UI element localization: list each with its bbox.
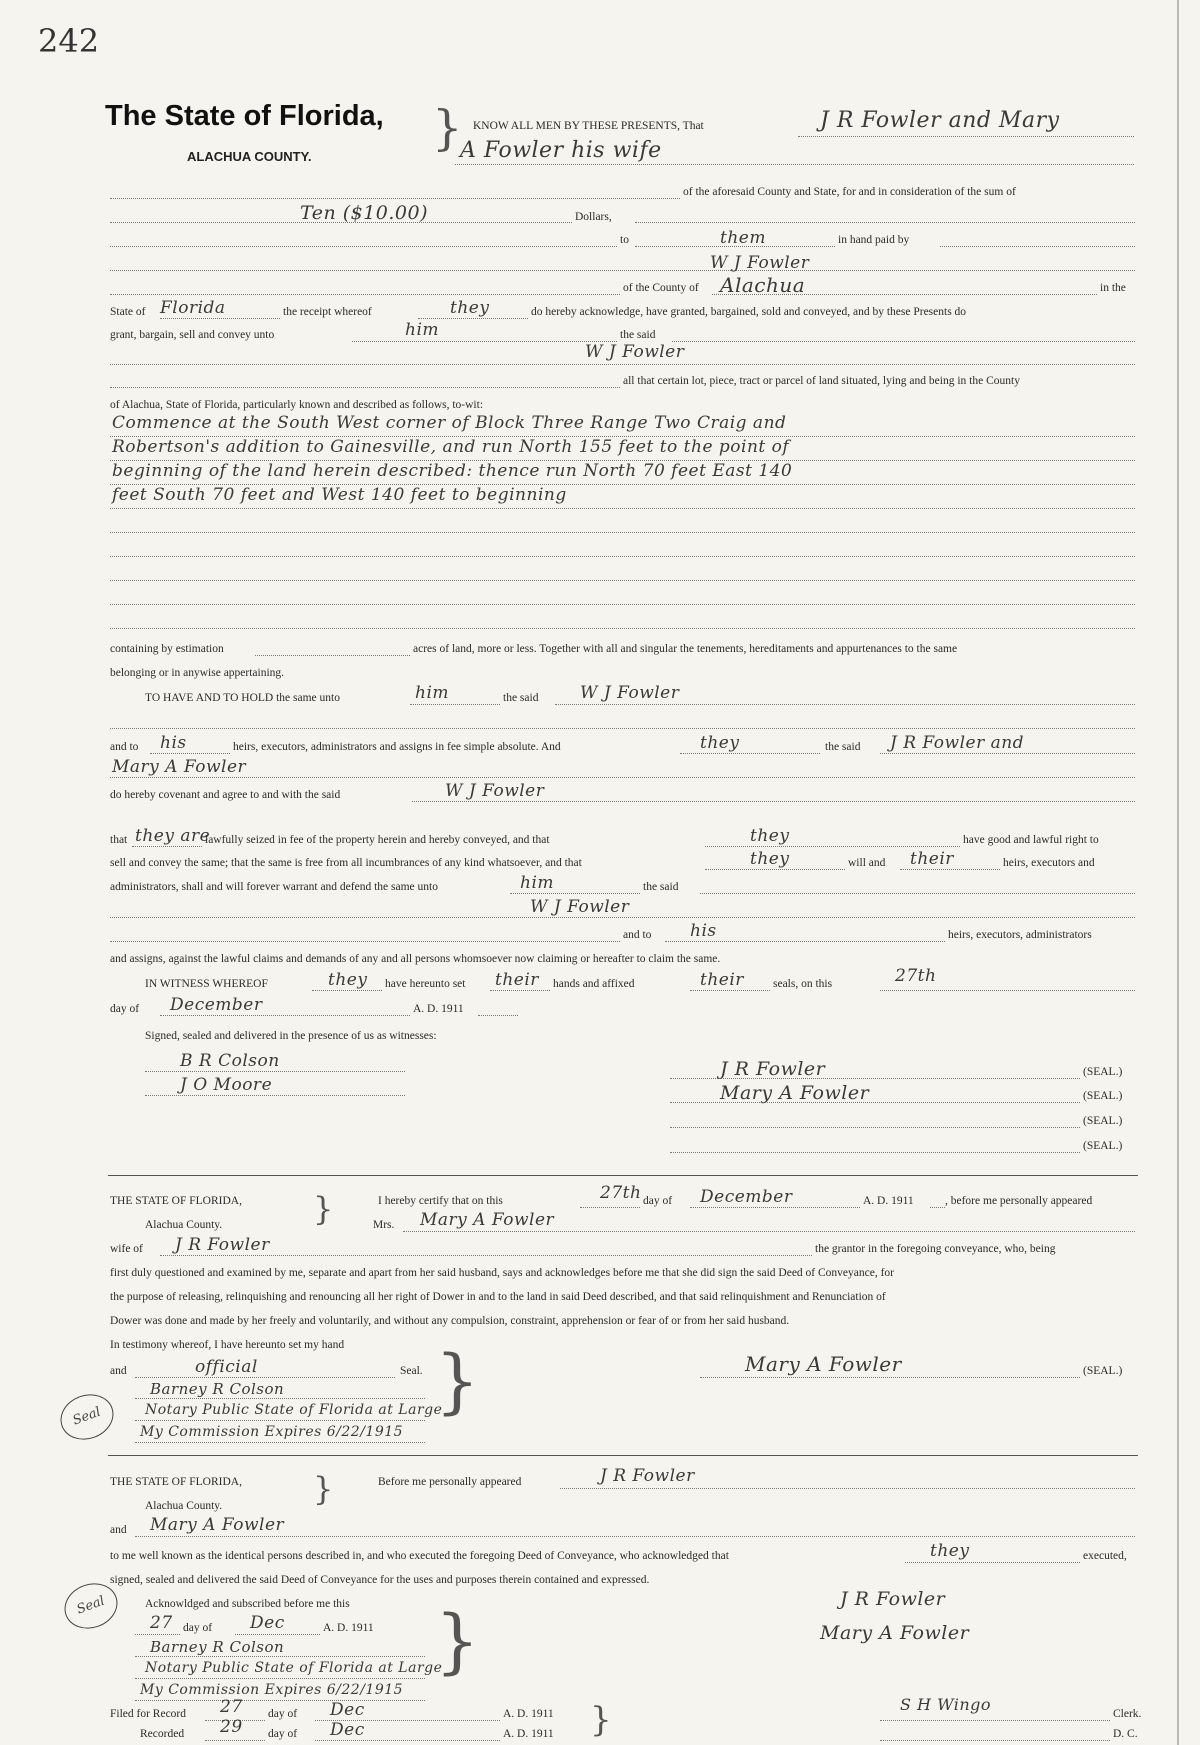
description-line-1: Commence at the South West corner of Block Three Range Two Craig and	[112, 413, 787, 433]
description-line-3: beginning of the land herein described: thence run North 70 feet East 140	[112, 461, 793, 481]
grantors-hw: J R Fowler and Mary	[820, 108, 1060, 133]
witness-1: B R Colson	[180, 1051, 280, 1071]
cert2-signer-2: Mary A Fowler	[820, 1622, 970, 1644]
amount-hw: Ten ($10.00)	[300, 202, 429, 224]
page-edge	[1177, 0, 1179, 1745]
intro-text: KNOW ALL MEN BY THESE PRESENTS, That	[473, 120, 704, 132]
grantee-hw: W J Fowler	[585, 342, 685, 362]
section-divider-2	[108, 1455, 1138, 1456]
signer-2: Mary A Fowler	[720, 1082, 870, 1104]
section-divider	[108, 1175, 1138, 1176]
header-bracket: }	[432, 100, 463, 156]
seal-stamp-2: Seal	[58, 1576, 124, 1636]
cert2-signer-1: J R Fowler	[840, 1588, 946, 1610]
county-title: ALACHUA COUNTY.	[187, 149, 312, 164]
cert1-signature: Mary A Fowler	[745, 1352, 902, 1376]
description-line-2: Robertson's addition to Gainesville, and run North 155 feet to the point of	[112, 437, 790, 457]
page-number: 242	[38, 22, 100, 60]
signer-1: J R Fowler	[720, 1058, 826, 1080]
grantors-hw-2: A Fowler his wife	[460, 138, 662, 163]
description-line-4: feet South 70 feet and West 140 feet to beginning	[112, 485, 567, 505]
state-title: The State of Florida,	[105, 100, 384, 132]
payer-hw: W J Fowler	[710, 253, 810, 273]
deed-page: 242 The State of Florida, ALACHUA COUNTY. } KNOW ALL MEN BY THESE PRESENTS, That J R Fowler and Mary A Fowler his wife of the aforesaid County and State, for and in consideration of the sum of Ten ($10.00) Dollars, to them in hand paid by W J Fowler of the County of Alachua in the State of Florida the receipt whereof they do hereby acknowledge, have granted, bargained, sold and conveyed, and by these Presents do grant, bargain, sell and convey unto him the said W J Fowler all that certain lot, piece, tract or parcel of land situated, lying and being in the County of Alachua, State of Florida, particularly known and described as follows, to-wit: Commence at the South West corner of Block Three Range Two Craig and Robertson's addition to Gainesville, and run North 155 feet to the point of beginning of the land herein described: thence run North 70 feet East 140 feet South 70 feet and West 140 feet to beginning containing by estimation acres of land, more or less. Together with all and singular the tenements, hereditaments and appurtenances to the same belonging or in anywise appertaining. TO HAVE AND TO HOLD the same unto him the said W J Fowler and to his heirs, executors, administrators and assigns in fee simple absolute. And they the said J R Fowler and Mary A Fowler do hereby covenant and agree to and with the said W J Fowler that they are lawfully seized in fee of the property herein and hereby conveyed, and that they have good and lawful right to sell and convey the same; that the same is free from all incumbrances of any kind whatsoever, and that they will and their heirs, executors and administrators, shall and will forever warrant and defend the same unto him the said W J Fowler and to his heirs, executors, administrators and assigns, against the lawful claims and demands of any and all persons whomsoever now claiming or hereafter to claim the same. IN WITNESS WHEREOF they have hereunto set their hands and affixed their seals, on this 27th day of December A. D. 1911 Signed, sealed and delivered in the presence of us as witnesses: B R Colson J O Moore J R Fowler (SEAL.) Mary A Fowler (SEAL.) (SEAL.) (SEAL.) THE STATE OF FLORIDA, } I hereby certify that on this 27th day of December A. D. 1911 , before me personally appeared Alachua County. Mrs. Mary A Fowler wife of J R Fowler the grantor in the foregoing conveyance, who, being first duly questioned and examined by me, separate and apart from her said husband, says and acknowledges before me that she did sign the said Deed of Conveyance, for the purpose of releasing, relinquishing and renouncing all her right of Dower in and to the land in said Deed described, and that said relinquishment and Renunciation of Dower was done and made by her freely and voluntarily, and without any compulsion, constraint, apprehension or fear of or from her said husband. In testimony whereof, I have hereunto set my hand and official Seal. } Barney R Colson Notary Public State of Florida at Large My Commission Expires 6/22/1915 Seal Mary A Fowler (SEAL.) THE STATE OF FLORIDA, } Before me personally appeared J R Fowler Alachua County. and Mary A Fowler to me well known as the identical persons described in, and who executed the foregoing Deed of Conveyance, who acknowledged that they executed, signed, sealed and delivered the said Deed of Conveyance for the uses and purposes therein contained and expressed. Acknowldged and subscribed before me this 27 day of Dec A. D. 1911 } Barney R Colson Notary Public State of Florida at Large My Commission Expires 6/22/1915 Seal J R Fowler Mary A Fowler Filed for Record 27 day of Dec A. D. 1911 Recorded 29 day of Dec A. D. 1911 } S H Wingo Clerk. D. C.	[0, 0, 1200, 1745]
seal-stamp-1: Seal	[54, 1387, 120, 1447]
witness-2: J O Moore	[180, 1075, 273, 1095]
clerk-signature: S H Wingo	[900, 1695, 992, 1714]
